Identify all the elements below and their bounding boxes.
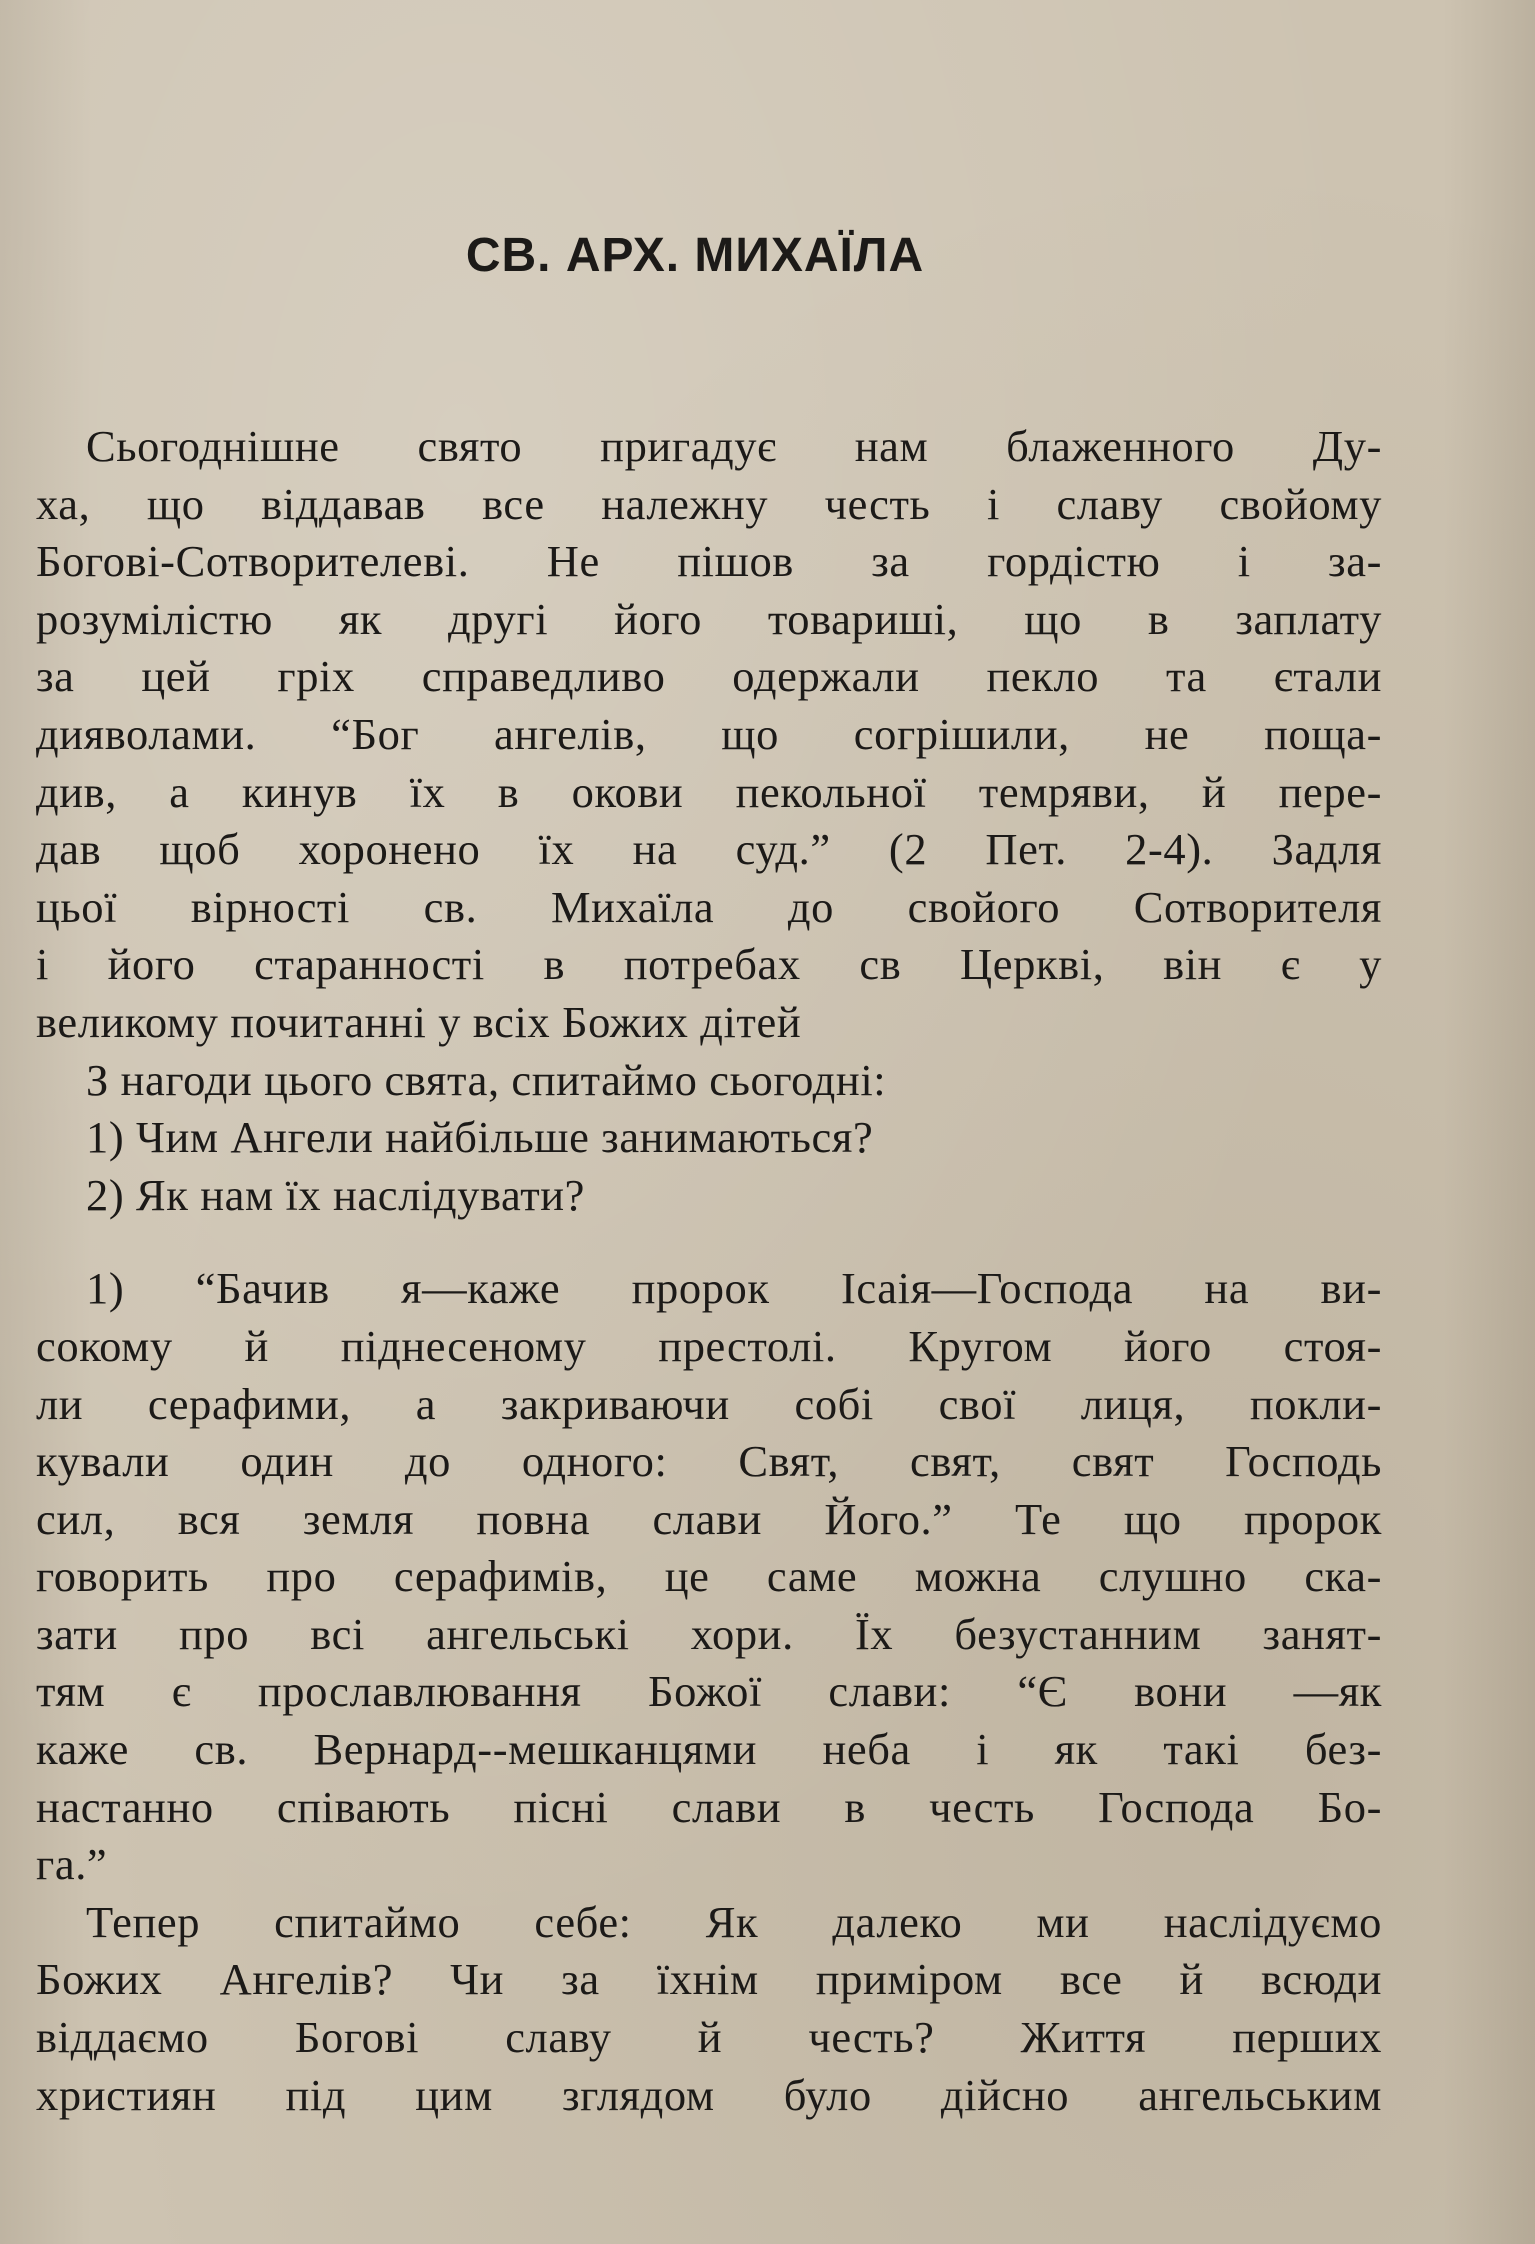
- text-line: З нагоди цього свята, спитаймо сьогодні:: [86, 1054, 887, 1105]
- text-line: дав щоб хоронено їх на суд.” (2 Пет. 2-4). Задля: [36, 824, 1382, 875]
- text-line: сокому й піднесеному престолі. Кругом його стоя-: [36, 1320, 1382, 1371]
- text-line: настанно співають пісні слави в честь Господа Бо-: [36, 1781, 1382, 1832]
- text-line: великому почитанні у всіх Божих дітей: [36, 996, 802, 1047]
- text-line: християн під цим зглядом було дійсно ангельським: [36, 2069, 1382, 2120]
- text-line: див, а кинув їх в окови пекольної темряви, й пере-: [36, 766, 1382, 817]
- text-line: Сьогоднішне свято пригадує нам блаженного Ду-: [86, 421, 1382, 471]
- text-line: ли серафими, а закриваючи собі свої лиця, покли-: [36, 1378, 1382, 1429]
- body-text: [36, 418, 1382, 2124]
- text-line: кували один до одного: Свят, свят, свят Господь: [36, 1436, 1382, 1487]
- list-item: 1) Чим Ангели найбільше занимаються?: [86, 1112, 874, 1163]
- text-line: 1) “Бачив я—каже пророк Ісаія—Господа на ви-: [86, 1263, 1382, 1314]
- text-line: зати про всі ангельські хори. Їх безустанним занят-: [36, 1608, 1382, 1659]
- text-line: га.”: [36, 1839, 108, 1890]
- text-line: і його старанності в потребах св Церкві, він є у: [36, 939, 1382, 990]
- text-line: віддаємо Богові славу й честь? Життя перших: [36, 2012, 1382, 2063]
- text-line: дияволами. “Бог ангелів, що согрішили, не поща-: [36, 708, 1382, 759]
- list-item: 2) Як нам їх наслідувати?: [86, 1169, 586, 1220]
- text-line: розумілістю як другі його товариші, що в заплату: [36, 593, 1382, 644]
- text-line: за цей гріх справедливо одержали пекло та єтали: [36, 651, 1382, 702]
- text-line: Божих Ангелів? Чи за їхнім приміром все й всюди: [36, 1954, 1382, 2005]
- text-line: говорить про серафимів, це саме можна слушно ска-: [36, 1551, 1382, 1602]
- text-line: Богові-Сотворителеві. Не пішов за гордістю і за-: [36, 536, 1382, 587]
- text-line: тям є прославлювання Божої слави: “Є вони —як: [36, 1666, 1382, 1717]
- text-line: сил, вся земля повна слави Його.” Те що пророк: [36, 1493, 1382, 1544]
- text-line: цьої вірності св. Михаїла до свойого Сотворителя: [36, 881, 1382, 932]
- paragraph-gap: [36, 1224, 1382, 1260]
- text-line: ха, що віддавав все належну честь і славу свойому: [36, 478, 1382, 529]
- text-line: Тепер спитаймо себе: Як далеко ми наслідуємо: [86, 1896, 1382, 1947]
- text-line: каже св. Вернард--мешканцями неба і як такі без-: [36, 1724, 1382, 1775]
- page-title: СВ. АРХ. МИХАЇЛА: [465, 229, 925, 282]
